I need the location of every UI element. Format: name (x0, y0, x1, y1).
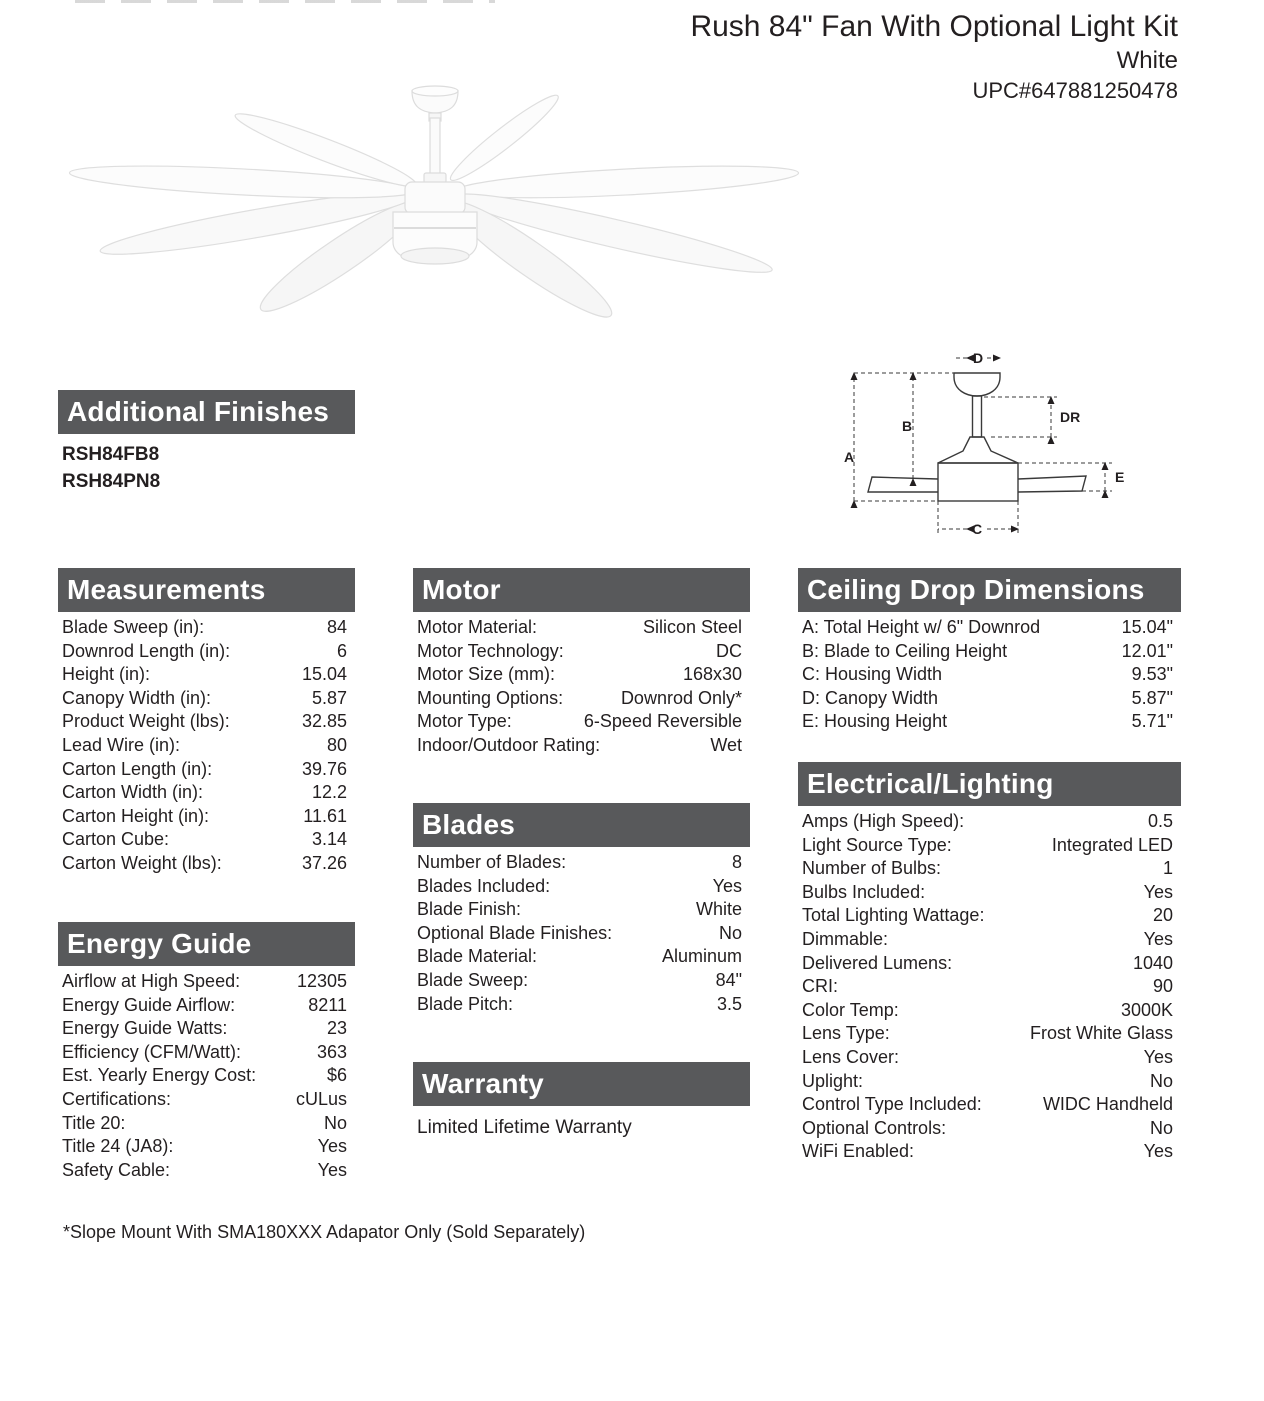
spec-label: Optional Controls: (802, 1117, 947, 1138)
spec-label: Number of Bulbs: (802, 858, 942, 879)
spec-value: $6 (326, 1065, 347, 1086)
blades-header: Blades (413, 803, 750, 847)
energy-guide-header: Energy Guide (58, 922, 355, 966)
spec-label: Height (in): (62, 664, 151, 685)
spec-value: 12.2 (311, 782, 347, 803)
spec-label: Optional Blade Finishes: (417, 922, 613, 943)
spec-value: Yes (317, 1136, 347, 1157)
diagram-label-d: D (973, 350, 984, 366)
spec-row (802, 1022, 1173, 1046)
spec-value: 3000K (1120, 999, 1173, 1020)
spec-label: Certifications: (62, 1088, 172, 1109)
warranty-section (413, 1062, 750, 1139)
spec-row (62, 994, 347, 1018)
spec-label: Blade Material: (417, 946, 538, 967)
spec-value: 5.71" (1131, 711, 1173, 732)
spec-value: 23 (326, 1018, 347, 1039)
spec-value: 168x30 (682, 664, 742, 685)
spec-label: Safety Cable: (62, 1159, 171, 1180)
spec-value: 363 (316, 1041, 347, 1062)
spec-label: Efficiency (CFM/Watt): (62, 1041, 242, 1062)
spec-row (62, 1064, 347, 1088)
spec-row (62, 1112, 347, 1136)
spec-row (802, 1117, 1173, 1141)
energy-guide-section (58, 922, 355, 1182)
diagram-label-dr: DR (1060, 409, 1081, 425)
fan-product-image (55, 60, 815, 322)
spec-label: Carton Weight (lbs): (62, 852, 222, 873)
spec-row (62, 663, 347, 687)
spec-label: Mounting Options: (417, 687, 564, 708)
spec-value: Aluminum (661, 946, 742, 967)
spec-row (802, 1093, 1173, 1117)
spec-row (417, 993, 742, 1017)
spec-value: No (718, 922, 742, 943)
ceiling-drop-rows (798, 616, 1181, 734)
spec-value: Downrod Only* (620, 687, 742, 708)
spec-row (62, 1135, 347, 1159)
spec-label: Uplight: (802, 1070, 864, 1091)
spec-value: 12.01" (1121, 640, 1173, 661)
spec-value: WIDC Handheld (1042, 1094, 1173, 1115)
spec-row (802, 1046, 1173, 1070)
spec-row (417, 687, 742, 711)
spec-label: Bulbs Included: (802, 881, 926, 902)
upc-code: UPC#647881250478 (972, 78, 1178, 103)
additional-finishes-header: Additional Finishes (58, 390, 355, 434)
spec-row (802, 999, 1173, 1023)
spec-row (802, 928, 1173, 952)
spec-row (802, 952, 1173, 976)
spec-label: Blades Included: (417, 875, 551, 896)
spec-label: Carton Cube: (62, 829, 170, 850)
blades-rows (413, 851, 750, 1016)
motor-section (413, 568, 750, 758)
diagram-label-a: A (844, 449, 855, 465)
electrical-rows (798, 810, 1181, 1164)
diagram-label-c: C (972, 521, 983, 537)
spec-label: Motor Material: (417, 617, 538, 637)
energy-guide-rows (58, 970, 355, 1182)
spec-label: Title 20: (62, 1112, 126, 1133)
spec-row (417, 663, 742, 687)
spec-row (62, 734, 347, 758)
spec-label: Total Lighting Wattage: (802, 905, 985, 926)
spec-value: 90 (1152, 976, 1173, 997)
spec-label: Lens Cover: (802, 1046, 900, 1067)
spec-value: 8211 (308, 994, 347, 1015)
spec-value: 3.5 (716, 993, 742, 1014)
finish-item: RSH84PN8 (62, 471, 161, 492)
spec-value: Yes (1143, 1046, 1173, 1067)
spec-value: Yes (1143, 1141, 1173, 1162)
spec-value: Yes (317, 1159, 347, 1180)
measurements-section (58, 568, 355, 876)
ceiling-drop-diagram (820, 340, 1152, 558)
spec-label: Carton Length (in): (62, 758, 213, 779)
spec-value: Yes (1143, 928, 1173, 949)
spec-value: Wet (710, 734, 742, 755)
spec-value: 1040 (1132, 952, 1173, 973)
spec-value: Yes (712, 875, 742, 896)
spec-row (802, 904, 1173, 928)
spec-value: Frost White Glass (1029, 1023, 1173, 1044)
spec-row (62, 852, 347, 876)
spec-row (62, 1041, 347, 1065)
spec-value: 37.26 (301, 852, 347, 873)
spec-label: Blade Pitch: (417, 993, 514, 1014)
spec-row (417, 898, 742, 922)
spec-row (417, 922, 742, 946)
spec-value: White (695, 899, 742, 920)
spec-row (417, 734, 742, 758)
spec-label: Blade Sweep: (417, 969, 529, 990)
spec-label: Canopy Width (in): (62, 687, 212, 708)
electrical-section (798, 762, 1181, 1164)
spec-value: 20 (1152, 905, 1173, 926)
spec-value: 32.85 (301, 711, 347, 732)
spec-value: Yes (1143, 881, 1173, 902)
spec-value: 84" (715, 969, 742, 990)
additional-finishes-section (58, 390, 355, 495)
spec-label: Energy Guide Watts: (62, 1018, 228, 1039)
spec-row (62, 710, 347, 734)
spec-label: Amps (High Speed): (802, 811, 965, 831)
spec-label: Downrod Length (in): (62, 640, 231, 661)
spec-row (802, 1070, 1173, 1094)
blades-section (413, 803, 750, 1016)
spec-row (802, 687, 1173, 711)
spec-label: A: Total Height w/ 6" Downrod (802, 617, 1041, 637)
spec-value: No (323, 1112, 347, 1133)
warranty-text: Limited Lifetime Warranty (417, 1117, 632, 1138)
spec-label: Airflow at High Speed: (62, 971, 241, 991)
spec-row (802, 975, 1173, 999)
spec-row (62, 805, 347, 829)
spec-row (62, 687, 347, 711)
motor-header: Motor (413, 568, 750, 612)
finish-name: White (1116, 47, 1178, 74)
spec-value: 8 (731, 852, 742, 872)
spec-value: 84 (326, 617, 347, 637)
spec-row (417, 616, 742, 640)
warranty-header: Warranty (413, 1062, 750, 1106)
spec-value: 15.04" (1121, 617, 1173, 637)
spec-label: Product Weight (lbs): (62, 711, 230, 732)
spec-value: 6-Speed Reversible (583, 711, 742, 732)
diagram-label-e: E (1115, 469, 1125, 485)
spec-label: E: Housing Height (802, 711, 948, 732)
spec-label: CRI: (802, 976, 838, 997)
spec-label: Title 24 (JA8): (62, 1136, 174, 1157)
spec-value: DC (716, 640, 742, 661)
spec-value: 39.76 (301, 758, 347, 779)
spec-row (62, 758, 347, 782)
spec-value: 5.87" (1131, 687, 1173, 708)
spec-value: 80 (326, 734, 347, 755)
electrical-header: Electrical/Lighting (798, 762, 1181, 806)
spec-label: Motor Technology: (417, 640, 564, 661)
ceiling-drop-header: Ceiling Drop Dimensions (798, 568, 1181, 612)
spec-row (62, 616, 347, 640)
measurements-header: Measurements (58, 568, 355, 612)
spec-label: Light Source Type: (802, 834, 952, 855)
spec-value: 3.14 (311, 829, 347, 850)
spec-row (62, 1088, 347, 1112)
spec-row (802, 881, 1173, 905)
spec-label: Energy Guide Airflow: (62, 994, 236, 1015)
spec-row (802, 810, 1173, 834)
spec-value: 5.87 (311, 687, 347, 708)
spec-row (417, 875, 742, 899)
spec-label: Number of Blades: (417, 852, 567, 872)
spec-row (62, 640, 347, 664)
spec-value: cULus (295, 1088, 347, 1109)
finish-item: RSH84FB8 (62, 444, 160, 465)
spec-value: 12305 (296, 971, 347, 991)
spec-row (802, 1140, 1173, 1164)
measurements-rows (58, 616, 355, 876)
spec-row (417, 851, 742, 875)
motor-rows (413, 616, 750, 758)
spec-value: 6 (336, 640, 347, 661)
spec-row (62, 970, 347, 994)
spec-row (417, 640, 742, 664)
spec-value: No (1149, 1070, 1173, 1091)
spec-row (802, 616, 1173, 640)
spec-label: Lead Wire (in): (62, 734, 181, 755)
ceiling-drop-section (798, 568, 1181, 734)
spec-label: Carton Height (in): (62, 805, 210, 826)
spec-label: Blade Sweep (in): (62, 617, 205, 637)
spec-row (62, 828, 347, 852)
spec-value: 9.53" (1131, 664, 1173, 685)
spec-value: 15.04 (301, 664, 347, 685)
spec-label: B: Blade to Ceiling Height (802, 640, 1008, 661)
spec-value: 1 (1162, 858, 1173, 879)
spec-label: Indoor/Outdoor Rating: (417, 734, 601, 755)
spec-label: Est. Yearly Energy Cost: (62, 1065, 257, 1086)
spec-label: Dimmable: (802, 928, 889, 949)
spec-row (802, 834, 1173, 858)
spec-row (417, 710, 742, 734)
spec-value: 0.5 (1147, 811, 1173, 831)
spec-value: 11.61 (303, 805, 347, 826)
spec-row (802, 663, 1173, 687)
spec-label: D: Canopy Width (802, 687, 939, 708)
spec-label: Carton Width (in): (62, 782, 204, 803)
spec-label: Motor Type: (417, 711, 512, 732)
spec-label: WiFi Enabled: (802, 1141, 915, 1162)
spec-label: Motor Size (mm): (417, 664, 556, 685)
spec-row (802, 857, 1173, 881)
page-title: Rush 84" Fan With Optional Light Kit (690, 10, 1178, 43)
spec-row (417, 969, 742, 993)
finish-list (58, 441, 355, 495)
spec-row (417, 945, 742, 969)
cropped-logo-remnant (75, 0, 495, 3)
spec-row (802, 710, 1173, 734)
spec-value: Integrated LED (1051, 834, 1173, 855)
spec-row (62, 781, 347, 805)
spec-value: Silicon Steel (642, 617, 742, 637)
spec-row (62, 1017, 347, 1041)
spec-label: Control Type Included: (802, 1094, 982, 1115)
spec-label: C: Housing Width (802, 664, 943, 685)
spec-label: Delivered Lumens: (802, 952, 953, 973)
spec-row (62, 1159, 347, 1183)
spec-label: Blade Finish: (417, 899, 522, 920)
spec-row (802, 640, 1173, 664)
diagram-label-b: B (902, 418, 913, 434)
spec-label: Color Temp: (802, 999, 899, 1020)
spec-value: No (1149, 1117, 1173, 1138)
slope-mount-footnote: *Slope Mount With SMA180XXX Adapator Only (Sold Separately) (63, 1222, 586, 1242)
spec-label: Lens Type: (802, 1023, 890, 1044)
